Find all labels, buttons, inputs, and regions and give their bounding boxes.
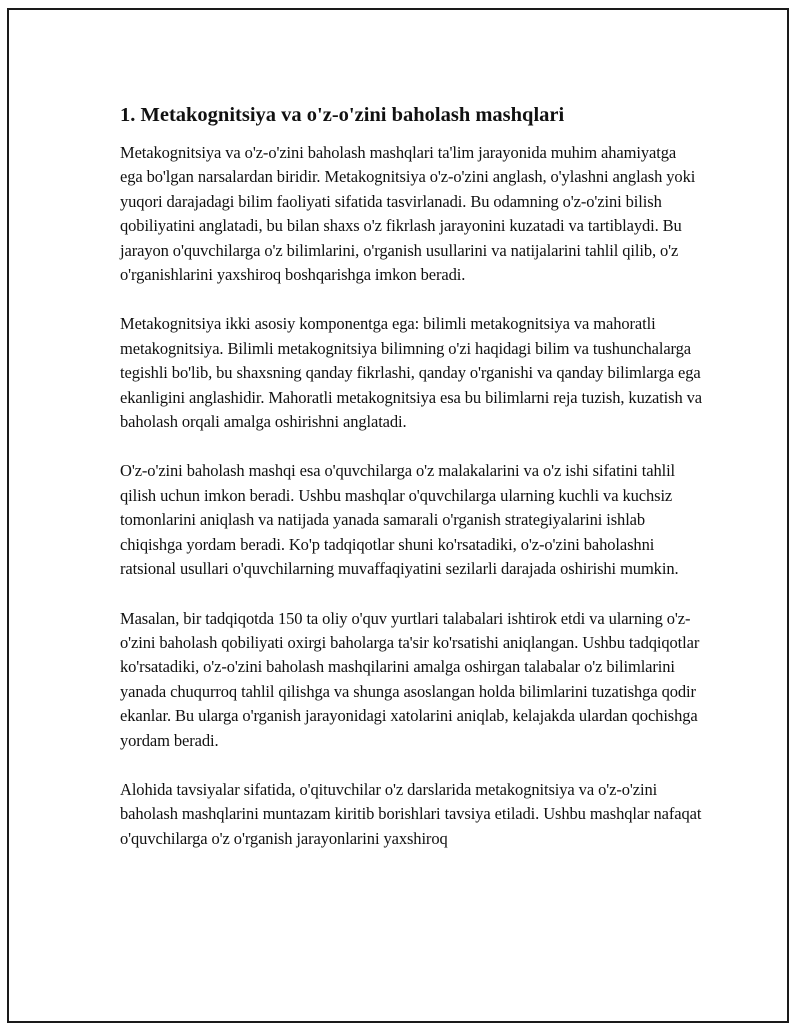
paragraph-4: Masalan, bir tadqiqotda 150 ta oliy o'quv yurtlari talabalari ishtirok etdi va ularning o'z-o'zini baholash qobiliyati oxirgi baholarga ta'sir ko'rsatishi aniqlangan. Ushbu tadqiqotlar ko'rsatadiki, o'z-o'zini baholash mashqilarini amalga oshirgan talabalar o'z bilimlarini yanada chuqurroq tahlil qilishga va shunga asoslangan holda bilimlarini tuzatishga qodir ekanlar. Bu ularga o'rganish jarayonidagi xatolarini aniqlab, kelajakda ulardan qochishga yordam beradi. xyxy=(120,608,700,750)
paragraph-3: O'z-o'zini baholash mashqi esa o'quvchilarga o'z malakalarini va o'z ishi sifatini tahlil qilish uchun imkon beradi. Ushbu mashqlar o'quvchilarga ularning kuchli va kuchsiz tomonlarini aniqlash va natijada yanada samarali o'rganish strategiyalarini ishlab chiqishga yordam beradi. Ko'p tadqiqotlar shuni ko'rsatadiki, o'z-o'zini baholashni ratsional usullari o'quvchilarning muvaffaqiyatini sezilarli darajada oshirishi mumkin. xyxy=(120,461,679,579)
paragraph-2: Metakognitsiya ikki asosiy komponentga ega: bilimli metakognitsiya va mahoratli metakognitsiya. Bilimli metakognitsiya bilimning o'zi haqidagi bilim va tushunchalarga tegishli bo'lib, bu shaxsning qanday fikrlashi, qanday o'rganishi va qanday bilimlarga ega ekanligini anglashidir. Mahoratli metakognitsiya esa bu bilimlarni reja tuzish, kuzatish va baholash orqali amalga oshirishni anglatadi. xyxy=(120,314,703,432)
paragraph-1: Metakognitsiya va o'z-o'zini baholash mashqlari ta'lim jarayonida muhim ahamiyatga ega bo'lgan narsalardan biridir. Metakognitsiya o'z-o'zini anglash, o'ylashni anglash yoki yuqori darajadagi bilim faoliyati sifatida tasvirlanadi. Bu odamning o'z-o'zini bilish qobiliyatini anglatadi, bu bilan shaxs o'z fikrlash jarayonini kuzatadi va tartiblaydi. Bu jarayon o'quvchilarga o'z bilimlarini, o'rganish usullarini va natijalarini tahlil qilib, o'z o'rganishlarini yaxshiroq boshqarishga imkon beradi. xyxy=(120,143,696,285)
paragraph-5: Alohida tavsiyalar sifatida, o'qituvchilar o'z darslarida metakognitsiya va o'z-o'zini baholash mashqlarini muntazam kiritib borishlari tavsiya etiladi. Ushbu mashqlar nafaqat o'quvchilarga o'z o'rganish jarayonlarini yaxshiroq xyxy=(120,779,702,848)
section-heading: 1. Metakognitsiya va o'z-o'zini baholash mashqlari xyxy=(120,104,565,126)
page-frame xyxy=(7,8,789,1023)
document-body xyxy=(120,102,702,876)
